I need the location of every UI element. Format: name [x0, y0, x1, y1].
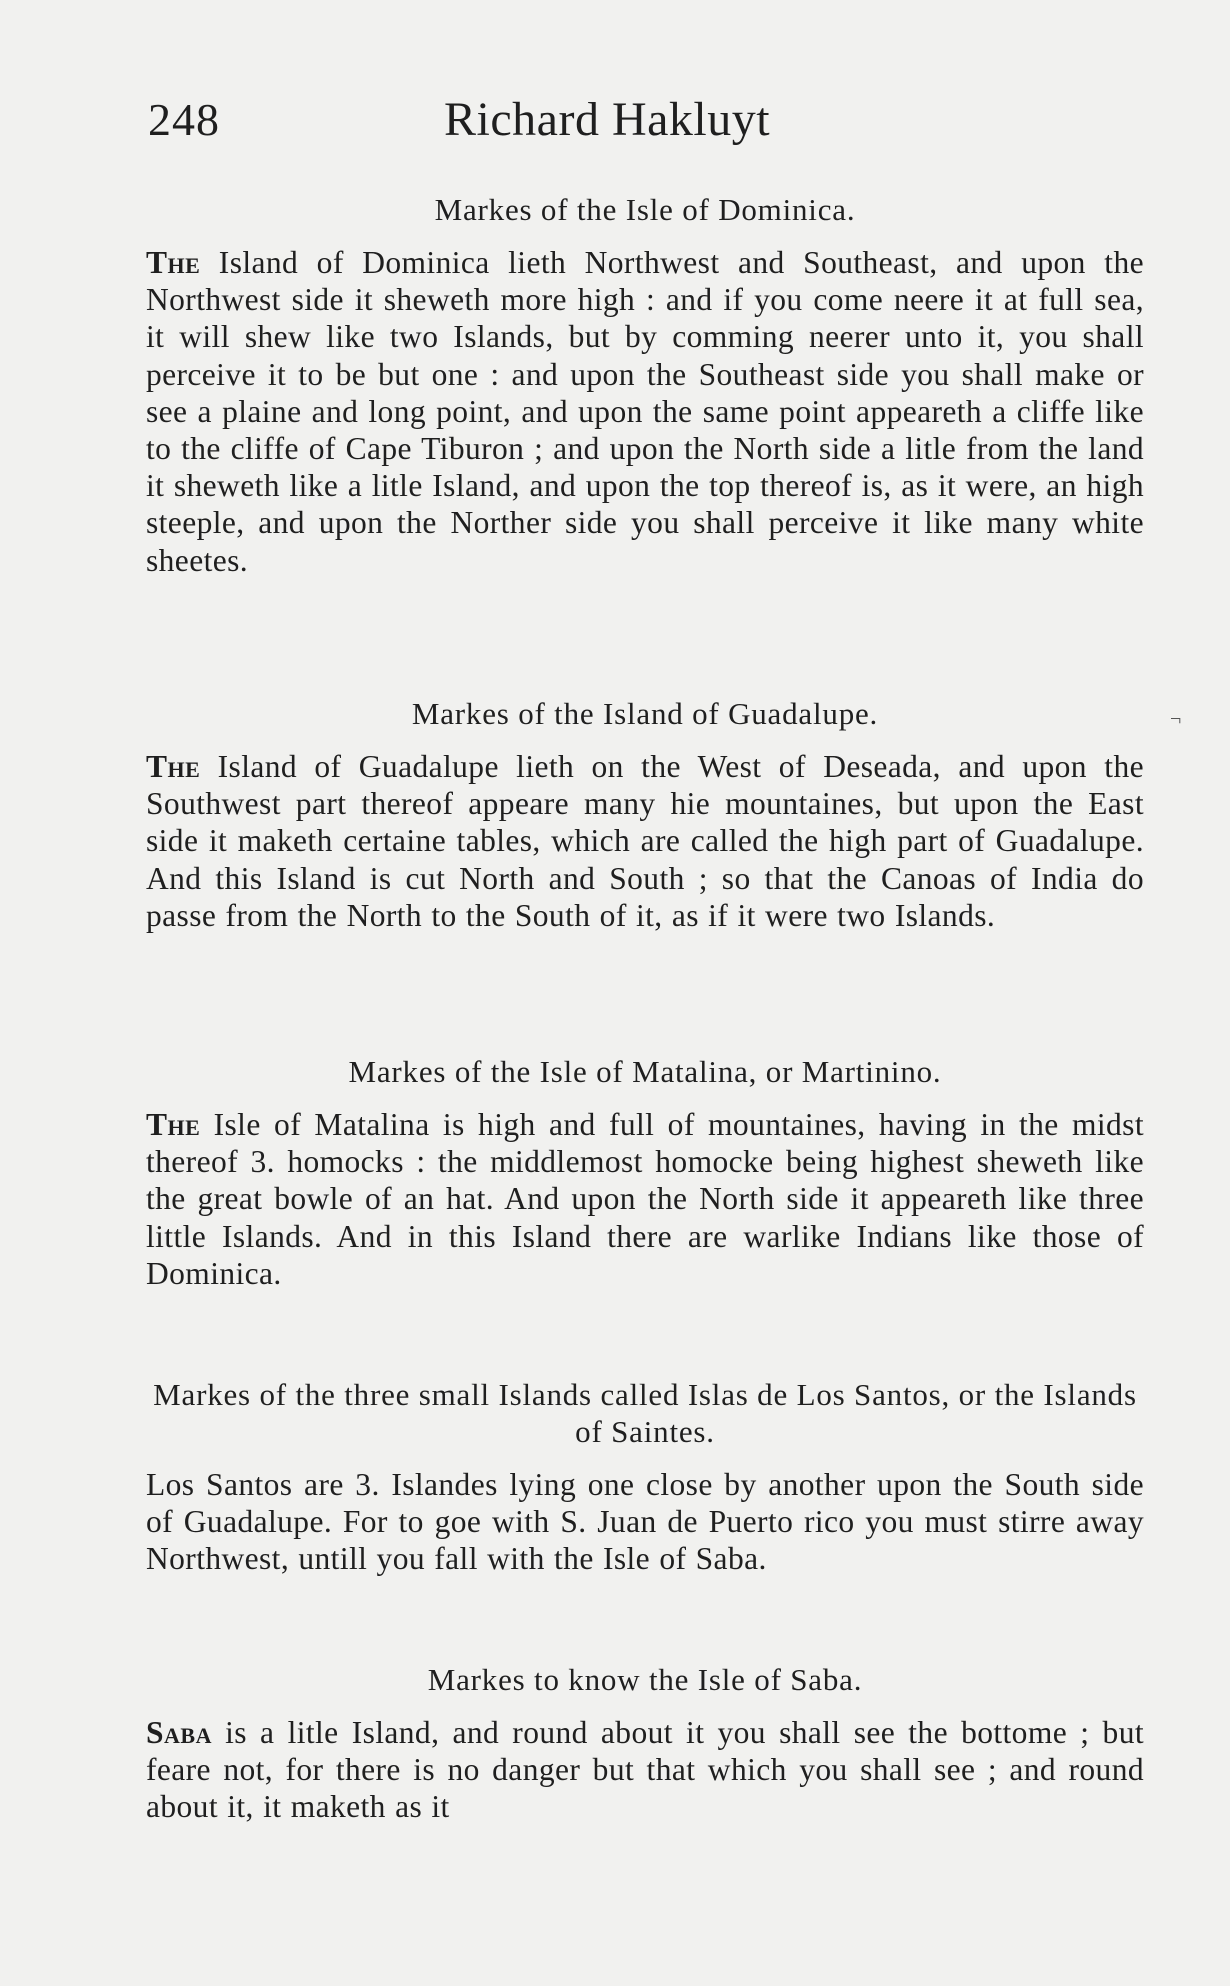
section-los-santos — [146, 1376, 1144, 1578]
paragraph-text: Isle of Matalina is high and full of mountaines, having in the midst thereof 3. homocks : the middlemost homocke being highest sheweth like the great bowle of an hat. And upon the North side it appeareth like three little Islands. And in this Island there are warlike Indians like those of Dominica. — [146, 1107, 1144, 1291]
book-title: Richard Hakluyt — [444, 93, 771, 146]
section-heading: Markes of the Isle of Matalina, or Martinino. — [348, 1054, 942, 1089]
paragraph-lead-word: Saba — [146, 1715, 212, 1750]
section-heading: Markes of the Island of Guadalupe. — [411, 696, 879, 731]
section-saba — [146, 1662, 1144, 1826]
paragraph-text: Island of Guadalupe lieth on the West of Deseada, and upon the Southwest part thereof appeare many hie mountaines, but upon the East side it maketh certaine tables, which are called the high part of Guadalupe. And this Island is cut North and South ; so that the Canoas of India do passe from the North to the South of it, as if it were two Islands. — [146, 749, 1144, 933]
section-dominica — [146, 192, 1144, 579]
section-paragraph — [146, 1466, 1144, 1578]
paragraph-text: is a litle Island, and round about it you shall see the bottome ; but feare not, for there is no danger but that which you shall see ; and round about it, it maketh as it — [146, 1715, 1144, 1825]
section-heading: Markes of the Isle of Dominica. — [434, 192, 856, 227]
section-matalina — [146, 1054, 1144, 1292]
section-paragraph — [146, 244, 1144, 579]
section-heading: Markes to know the Isle of Saba. — [427, 1662, 863, 1697]
section-heading: Markes of the three small Islands called Islas de Los Santos, or the Islands of Saintes. — [153, 1377, 1137, 1449]
running-head — [148, 92, 838, 162]
section-paragraph — [146, 1714, 1144, 1826]
section-paragraph — [146, 748, 1144, 934]
paragraph-text: Los Santos are 3. Islandes lying one close by another upon the South side of Guadalupe. For to goe with S. Juan de Puerto rico you must stirre away Northwest, untill you fall with the Isle of Saba. — [146, 1467, 1144, 1577]
paragraph-lead-word: The — [146, 1107, 201, 1142]
paragraph-lead-word: The — [146, 245, 201, 280]
page-number: 248 — [148, 94, 220, 145]
paragraph-lead-word: The — [146, 749, 201, 784]
section-paragraph — [146, 1106, 1144, 1292]
section-guadalupe — [146, 696, 1144, 934]
print-speck-decoration: ¬ — [1170, 708, 1182, 730]
paragraph-text: Island of Dominica lieth Northwest and Southeast, and upon the Northwest side it sheweth more high : and if you come neere it at full sea, it will shew like two Islands, but by comming neerer unto it, you shall perceive it to be but one : and upon the Southeast side you shall make or see a plaine and long point, and upon the same point appeareth a cliffe like to the cliffe of Cape Tiburon ; and upon the North side a litle from the land it sheweth like a litle Island, and upon the top thereof is, as it were, an high steeple, and upon the Norther side you shall perceive it like many white sheetes. — [146, 245, 1144, 578]
